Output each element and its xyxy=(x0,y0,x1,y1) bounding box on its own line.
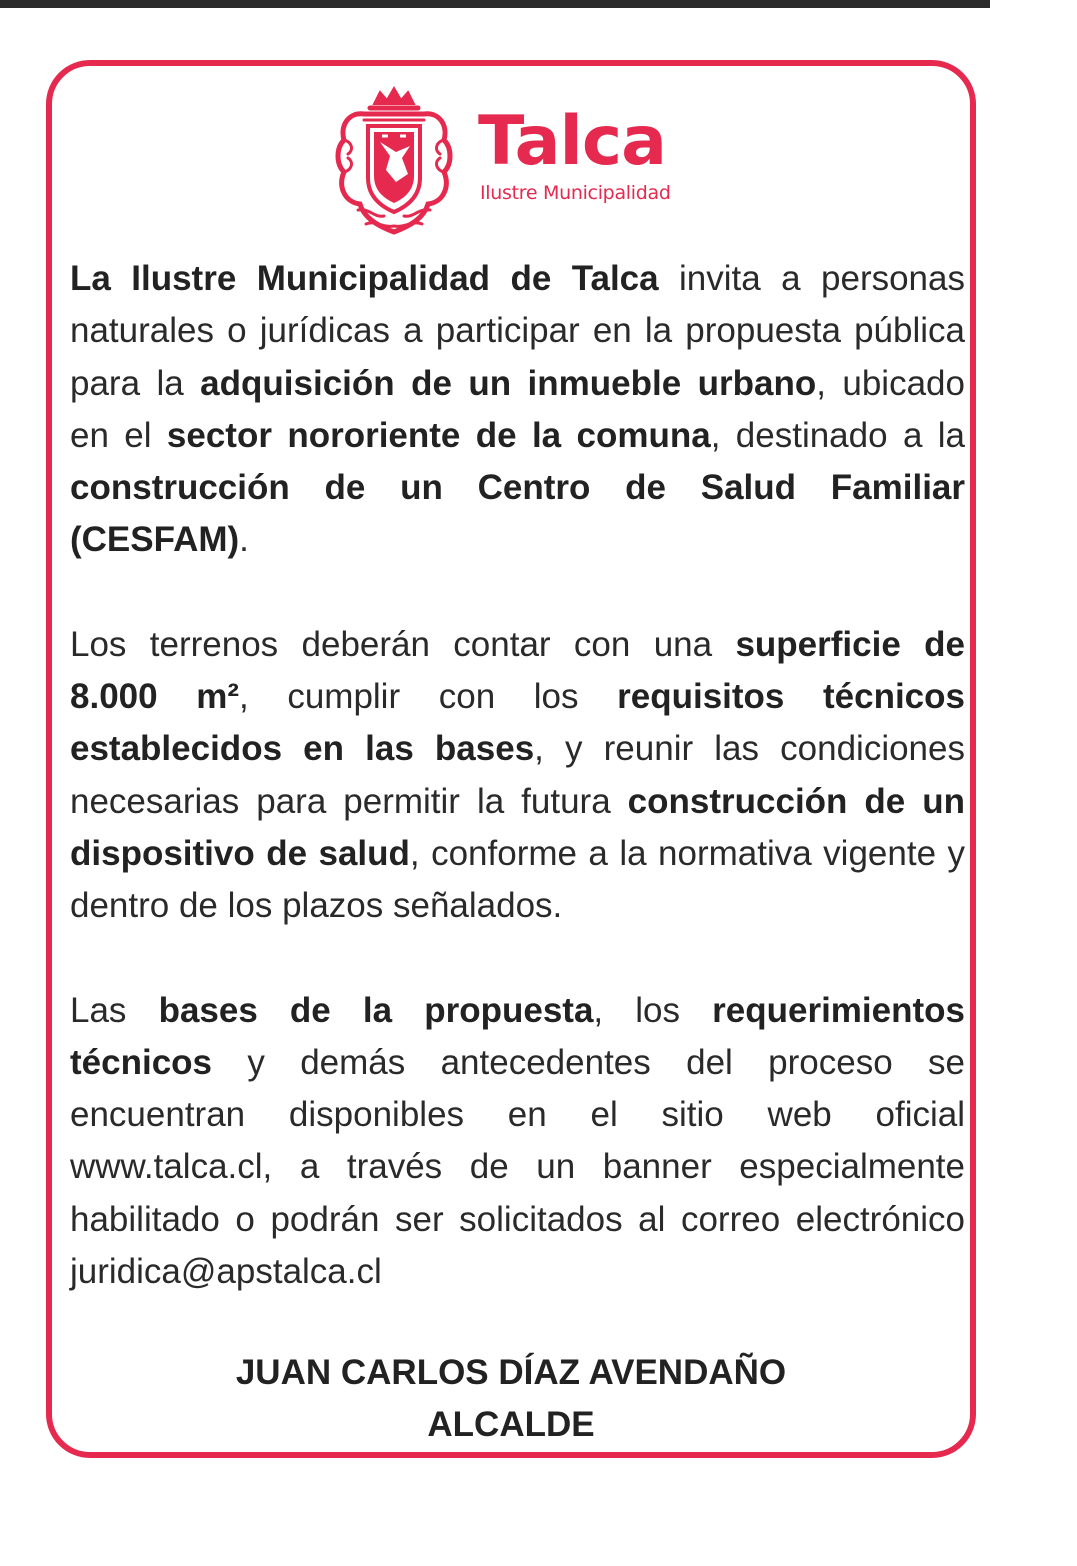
paragraph-availability xyxy=(70,985,965,1299)
emphasis-health-facility: construcción de un dispositivo de salud xyxy=(70,781,966,873)
text-segment: Las xyxy=(70,990,159,1030)
notice-body xyxy=(70,253,965,1298)
signatory-name: JUAN CARLOS DÍAZ AVENDAÑO xyxy=(235,1353,787,1392)
text-segment: , destinado a la xyxy=(710,415,966,455)
text-segment: y demás antecedentes del proceso se encuentran disponibles en el sitio web oficial www.talca.cl, a través de un banner especialmente habilitado o podrán ser solicitados al correo electrónico juridica@apstalca.cl xyxy=(70,1042,965,1292)
logo-subtitle: Ilustre Municipalidad xyxy=(480,182,671,204)
text-segment: . xyxy=(239,520,249,560)
paragraph-requirements xyxy=(70,619,965,933)
emphasis-cesfam: construcción de un Centro de Salud Familiar (CESFAM) xyxy=(70,468,965,560)
emphasis-surface: superficie de 8.000 m² xyxy=(70,624,965,717)
emphasis-acquisition: adquisición de un inmueble urbano xyxy=(200,363,817,403)
emphasis-technical-specs: requerimientos técnicos xyxy=(70,990,966,1082)
emphasis-municipality: La Ilustre Municipalidad de Talca xyxy=(70,259,659,298)
text-segment: , cumplir con los xyxy=(238,677,618,717)
emphasis-technical-requirements: requisitos técnicos establecidos en las bases xyxy=(70,677,965,769)
municipality-logo xyxy=(330,86,710,236)
emphasis-bases: bases de la propuesta xyxy=(158,990,594,1030)
text-segment: , los xyxy=(593,990,713,1030)
coat-of-arms-icon xyxy=(330,86,458,236)
text-segment: , y reunir las condiciones necesarias para permitir la futura xyxy=(70,729,965,821)
signatory-role: ALCALDE xyxy=(427,1405,595,1444)
text-segment: , conforme a la normativa vigente y dentro de los plazos señalados. xyxy=(70,833,965,926)
text-segment: , ubicado en el xyxy=(70,363,965,455)
text-segment: Los terrenos deberán contar con una xyxy=(70,624,736,664)
emphasis-sector: sector nororiente de la comuna xyxy=(166,415,711,455)
text-segment: invita a personas naturales o jurídicas a participar en la propuesta pública para la xyxy=(70,259,965,403)
top-rule xyxy=(0,0,990,8)
logo-title: Talca xyxy=(478,102,667,181)
paragraph-invitation xyxy=(70,253,965,567)
